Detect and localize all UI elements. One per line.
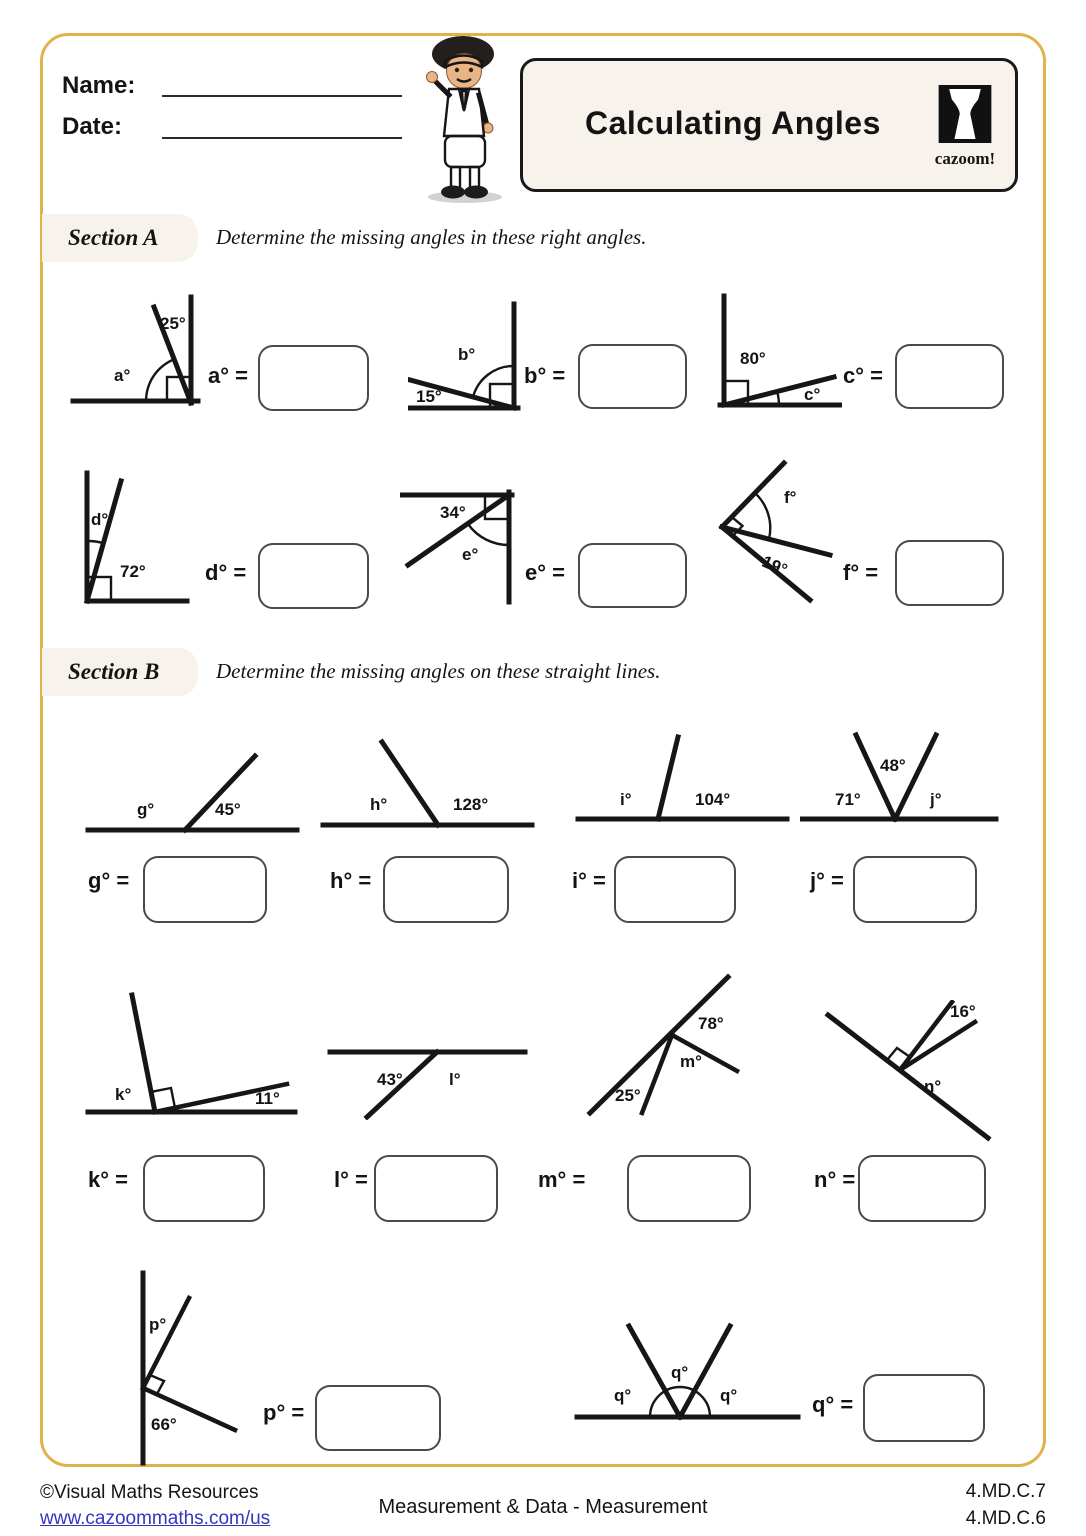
given-angle-label: 45° [215,800,241,819]
answer-box-l[interactable] [374,1155,498,1222]
given-angle-label-2: 48° [880,756,906,775]
unknown-angle-label: g° [137,800,155,819]
section-a-label: Section A [68,225,159,250]
standard-code-1: 4.MD.C.7 [965,1481,1046,1502]
diagram-f [712,455,847,605]
unknown-angle-label: i° [620,790,632,809]
answer-box-m[interactable] [627,1155,751,1222]
answer-label-a: a° = [208,363,248,388]
footer-standards [966,1478,1046,1532]
answer-box-n[interactable] [858,1155,986,1222]
given-angle-label: 11° [255,1089,280,1108]
unknown-angle-label: h° [370,795,388,814]
answer-label-c: c° = [843,363,883,388]
section-b-label: Section B [68,659,160,684]
answer-box-e[interactable] [578,543,687,608]
given-angle-label: 15° [416,387,442,406]
answer-box-p[interactable] [315,1385,441,1451]
diagram-q [572,1298,802,1423]
footer-topic: Measurement & Data - Measurement [378,1496,708,1518]
unknown-angle-label: n° [924,1077,942,1096]
given-angle-label-2: 25° [615,1086,641,1105]
given-angle-label: 43° [377,1070,403,1089]
diagram-e [400,480,520,605]
answer-box-q[interactable] [863,1374,985,1442]
unknown-angle-label: c° [804,385,821,404]
date-input-line[interactable] [162,137,402,139]
diagram-l [325,1025,530,1120]
answer-label-f: f° = [843,560,879,585]
unknown-angle-label: e° [462,545,479,564]
diagram-a [68,293,203,408]
unknown-angle-label: f° [784,488,797,507]
answer-box-b[interactable] [578,344,687,409]
unknown-angle-label-3: q° [720,1386,738,1405]
answer-label-q: q° = [812,1392,854,1417]
unknown-angle-label: m° [680,1052,702,1071]
answer-label-j: j° = [810,868,844,893]
diagram-h [320,730,535,835]
answer-label-n: n° = [814,1167,856,1192]
unknown-angle-label: p° [149,1315,167,1334]
answer-box-i[interactable] [614,856,736,923]
answer-label-g: g° = [88,868,130,893]
unknown-angle-label-2: q° [671,1363,689,1382]
title-box [520,58,1018,192]
answer-label-e: e° = [525,560,565,585]
answer-box-d[interactable] [258,543,369,609]
section-a-tag [42,214,198,262]
answer-box-f[interactable] [895,540,1004,606]
name-input-line[interactable] [162,95,402,97]
mascot-boy-illustration [410,33,520,205]
answer-box-c[interactable] [895,344,1004,409]
unknown-angle-label: q° [614,1386,632,1405]
answer-box-j[interactable] [853,856,977,923]
copyright-text: ©Visual Maths Resources [40,1482,259,1503]
cazoom-logo-text: cazoom! [934,149,996,168]
given-angle-label: 78° [698,1014,724,1033]
diagram-c [712,292,842,410]
given-angle-label: 104° [695,790,731,809]
unknown-angle-label: b° [458,345,476,364]
diagram-n [820,1000,1005,1150]
answer-label-b: b° = [524,363,566,388]
diagram-j [800,727,1000,827]
cazoom-drum-icon [938,85,992,143]
unknown-angle-label: j° [930,790,942,809]
diagram-p [125,1268,275,1468]
given-angle-label: 25° [160,314,186,333]
answer-box-k[interactable] [143,1155,265,1222]
given-angle-label: 16° [950,1002,976,1021]
answer-label-k: k° = [88,1167,128,1192]
unknown-angle-label: a° [114,366,131,385]
standard-code-2: 4.MD.C.6 [965,1508,1046,1529]
answer-label-h: h° = [330,868,372,893]
diagram-k [85,990,300,1125]
given-angle-label: 71° [835,790,861,809]
answer-label-i: i° = [572,868,606,893]
section-b-tag [42,648,198,696]
cazoom-logo [929,85,1001,169]
given-angle-label: 34° [440,503,466,522]
diagram-b [408,300,523,412]
answer-box-g[interactable] [143,856,267,923]
answer-box-h[interactable] [383,856,509,923]
answer-label-l: l° = [334,1167,368,1192]
given-angle-label: 80° [740,349,766,368]
given-angle-label: 72° [120,562,146,581]
section-b-description: Determine the missing angles on these straight lines. [216,659,661,683]
given-angle-label: 66° [151,1415,177,1434]
unknown-angle-label: l° [449,1070,461,1089]
answer-label-d: d° = [205,560,247,585]
answer-label-p: p° = [263,1400,305,1425]
answer-box-a[interactable] [258,345,369,411]
website-link[interactable]: www.cazoommaths.com/us [40,1508,271,1529]
diagram-m [585,965,775,1130]
unknown-angle-label: d° [91,510,109,529]
given-angle-label: 128° [453,795,489,814]
page-title: Calculating Angles [585,105,881,141]
diagram-d [75,465,190,605]
diagram-i [575,727,790,827]
diagram-g [85,740,300,835]
answer-label-m: m° = [538,1167,586,1192]
date-label: Date: [62,113,123,140]
name-label: Name: [62,72,136,99]
unknown-angle-label: k° [115,1085,132,1104]
given-angle-label: 19° [758,551,791,580]
section-a-description: Determine the missing angles in these right angles. [216,225,647,249]
